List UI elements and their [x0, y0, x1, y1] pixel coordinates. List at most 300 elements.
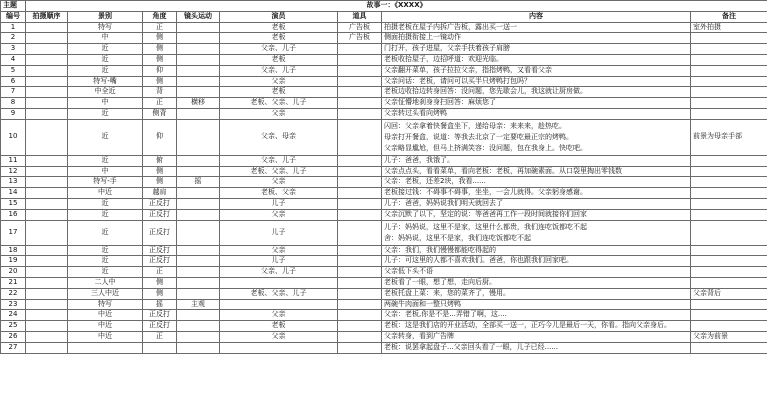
cell-prop	[338, 76, 382, 87]
cell-note: 父亲为前景	[691, 331, 767, 342]
cell-no: 8	[1, 98, 26, 109]
content-line: 父亲转身，看到广告牌	[384, 331, 454, 340]
cell-prop	[338, 277, 382, 288]
cell-order	[26, 166, 68, 177]
cell-angle: 侧	[143, 277, 177, 288]
cell-order	[26, 188, 68, 199]
cell-move	[177, 331, 220, 342]
cell-move	[177, 87, 220, 98]
header-prop: 道具	[338, 11, 382, 22]
cell-no: 1	[1, 22, 26, 33]
cell-shot: 近	[68, 108, 143, 119]
header-move: 镜头运动	[177, 11, 220, 22]
cell-note	[691, 310, 767, 321]
cell-shot: 近	[68, 245, 143, 256]
table-row	[1, 342, 767, 353]
cell-move	[177, 277, 220, 288]
content-line: 儿子：可这里的人都不喜欢我们。爸爸，你也跟我们回家吧。	[384, 256, 573, 265]
cell-actor: 老板	[220, 22, 338, 33]
content-line: 闪回：父亲拿着快餐盒坐下，递给母亲：来来来，趁热吃。	[384, 121, 566, 130]
cell-content	[382, 288, 691, 299]
cell-order	[26, 22, 68, 33]
sheet-title: 故事一：《XXXX》	[26, 1, 767, 12]
cell-actor: 老板、父亲、儿子	[220, 98, 338, 109]
cell-no: 23	[1, 299, 26, 310]
cell-prop	[338, 288, 382, 299]
cell-shot: 中近	[68, 310, 143, 321]
cell-move: 横移	[177, 98, 220, 109]
content-line: 两碗牛肉面和一整只烤鸭	[384, 299, 461, 308]
table-row	[1, 177, 767, 188]
cell-prop	[338, 87, 382, 98]
cell-order	[26, 65, 68, 76]
cell-angle: 侧	[143, 54, 177, 65]
cell-move	[177, 245, 220, 256]
cell-no: 18	[1, 245, 26, 256]
cell-shot: 近	[68, 267, 143, 278]
cell-actor: 老板、父亲	[220, 188, 338, 199]
cell-content	[382, 256, 691, 267]
cell-prop	[338, 98, 382, 109]
cell-no: 10	[1, 119, 26, 155]
cell-prop	[338, 256, 382, 267]
cell-order	[26, 331, 68, 342]
cell-shot: 近	[68, 44, 143, 55]
cell-angle: 正	[143, 98, 177, 109]
cell-angle: 越肩	[143, 188, 177, 199]
cell-move	[177, 267, 220, 278]
cell-no: 26	[1, 331, 26, 342]
cell-prop	[338, 155, 382, 166]
cell-actor: 老板	[220, 87, 338, 98]
header-order: 拍摄顺序	[26, 11, 68, 22]
content-line: 拍摄老板在屋子内拆广告板，露出买一送一	[384, 22, 517, 31]
cell-shot: 近	[68, 155, 143, 166]
cell-angle: 正反打	[143, 198, 177, 209]
cell-note: 室外拍摄	[691, 22, 767, 33]
cell-order	[26, 256, 68, 267]
cell-angle: 正反打	[143, 256, 177, 267]
cell-move	[177, 220, 220, 245]
table-row	[1, 119, 767, 155]
content-line: 儿子：妈妈说，这里不是家，这里什么都贵，我们连吃饭都吃不起	[384, 222, 587, 231]
content-line: 老板接过钱：不碍事不碍事，坐坐，一会儿就得。父亲躬身感谢。	[384, 188, 587, 197]
table-row	[1, 76, 767, 87]
content-line: 父亲低下头不语	[384, 267, 433, 276]
table-row	[1, 245, 767, 256]
cell-content	[382, 209, 691, 220]
cell-prop: 广告板	[338, 22, 382, 33]
cell-no: 27	[1, 342, 26, 353]
cell-angle: 正反打	[143, 321, 177, 332]
content-line: 老板边收拾边转身回答：没问题，您先歇会儿，我这就让厨房做。	[384, 87, 587, 96]
cell-angle: 正	[143, 22, 177, 33]
cell-note	[691, 65, 767, 76]
cell-shot: 近	[68, 198, 143, 209]
content-line: 父亲略显尴尬，但马上挤满笑容：没问题，包在我身上。快吃吧。	[384, 143, 587, 152]
cell-order	[26, 245, 68, 256]
cell-angle: 正反打	[143, 310, 177, 321]
cell-angle: 侧	[143, 33, 177, 44]
cell-prop	[338, 331, 382, 342]
cell-angle: 正反打	[143, 220, 177, 245]
cell-actor: 父亲、儿子	[220, 155, 338, 166]
cell-actor: 儿子	[220, 220, 338, 245]
cell-no: 5	[1, 65, 26, 76]
cell-note	[691, 166, 767, 177]
cell-no: 21	[1, 277, 26, 288]
cell-move	[177, 256, 220, 267]
cell-move	[177, 342, 220, 353]
cell-order	[26, 177, 68, 188]
cell-note: 前景为母亲手部	[691, 119, 767, 155]
cell-shot: 中	[68, 33, 143, 44]
table-row	[1, 277, 767, 288]
cell-note	[691, 299, 767, 310]
cell-order	[26, 119, 68, 155]
cell-angle: 侧	[143, 76, 177, 87]
cell-no: 11	[1, 155, 26, 166]
table-row	[1, 299, 767, 310]
table-row	[1, 166, 767, 177]
table-row	[1, 310, 767, 321]
cell-actor	[220, 277, 338, 288]
cell-shot	[68, 342, 143, 353]
cell-order	[26, 288, 68, 299]
cell-move	[177, 54, 220, 65]
table-row	[1, 198, 767, 209]
cell-note	[691, 87, 767, 98]
content-line: 父亲：我们，我们慢慢都能吃得起的	[384, 245, 496, 254]
cell-content	[382, 98, 691, 109]
cell-content	[382, 342, 691, 353]
cell-order	[26, 54, 68, 65]
cell-order	[26, 220, 68, 245]
cell-actor: 老板、父亲、儿子	[220, 166, 338, 177]
cell-actor: 父亲、儿子	[220, 65, 338, 76]
cell-move	[177, 155, 220, 166]
cell-move	[177, 108, 220, 119]
cell-move	[177, 166, 220, 177]
content-line: 父亲翻开菜单，孩子拉拉父亲，指指烤鸭，又看看父亲	[384, 65, 552, 74]
cell-prop	[338, 198, 382, 209]
cell-note	[691, 54, 767, 65]
cell-note	[691, 256, 767, 267]
cell-prop	[338, 321, 382, 332]
cell-content	[382, 299, 691, 310]
title-row	[1, 1, 767, 12]
cell-actor: 父亲	[220, 108, 338, 119]
cell-actor	[220, 299, 338, 310]
cell-order	[26, 342, 68, 353]
cell-shot: 近	[68, 209, 143, 220]
cell-note	[691, 245, 767, 256]
cell-prop	[338, 119, 382, 155]
cell-angle: 侧背	[143, 108, 177, 119]
cell-angle: 侧	[143, 177, 177, 188]
content-line: 父亲：老板，还差2块，我看......	[384, 177, 486, 186]
cell-move	[177, 119, 220, 155]
cell-order	[26, 76, 68, 87]
cell-note	[691, 209, 767, 220]
cell-actor: 父亲	[220, 209, 338, 220]
cell-content	[382, 54, 691, 65]
cell-shot: 近	[68, 54, 143, 65]
cell-shot: 特写	[68, 22, 143, 33]
cell-note	[691, 76, 767, 87]
cell-move	[177, 310, 220, 321]
cell-content	[382, 331, 691, 342]
table-row	[1, 22, 767, 33]
cell-actor: 父亲	[220, 245, 338, 256]
cell-shot: 特写-手	[68, 177, 143, 188]
cell-move	[177, 198, 220, 209]
cell-angle: 正	[143, 267, 177, 278]
cell-content	[382, 220, 691, 245]
cell-content	[382, 277, 691, 288]
cell-shot: 近	[68, 119, 143, 155]
cell-prop	[338, 177, 382, 188]
content-line: 父亲点点头，看看菜单，看向老板：老板，再加碗素面。从口袋里掏出零钱数	[384, 166, 622, 175]
cell-move	[177, 321, 220, 332]
cell-content	[382, 65, 691, 76]
cell-prop	[338, 209, 382, 220]
content-line: 母亲打开餐盒，说道：等我去北京了一定要吃最正宗的烤鸭。	[384, 132, 573, 141]
cell-prop	[338, 108, 382, 119]
cell-actor	[220, 342, 338, 353]
cell-shot: 中	[68, 166, 143, 177]
cell-note	[691, 267, 767, 278]
cell-no: 12	[1, 166, 26, 177]
content-line: 父亲：老板,你是不是...弄错了啊，这....	[384, 310, 507, 319]
header-content: 内容	[382, 11, 691, 22]
cell-shot: 中近	[68, 321, 143, 332]
cell-move	[177, 188, 220, 199]
cell-content	[382, 76, 691, 87]
cell-content	[382, 22, 691, 33]
cell-prop	[338, 188, 382, 199]
cell-angle	[143, 342, 177, 353]
cell-no: 13	[1, 177, 26, 188]
table-row	[1, 220, 767, 245]
cell-order	[26, 44, 68, 55]
cell-content	[382, 166, 691, 177]
cell-angle: 背	[143, 87, 177, 98]
cell-order	[26, 277, 68, 288]
cell-actor: 父亲	[220, 331, 338, 342]
cell-angle: 仰	[143, 65, 177, 76]
header-no: 编号	[1, 11, 26, 22]
cell-actor: 父亲	[220, 76, 338, 87]
content-line: 父亲问话：老板，请问可以买半只烤鸭打包吗？	[384, 76, 531, 85]
cell-actor: 父亲	[220, 177, 338, 188]
content-line: 父亲沉默了以下，坚定的说：等爸爸再工作一段时间就接你们回家	[384, 209, 587, 218]
table-row	[1, 44, 767, 55]
cell-angle: 侧	[143, 288, 177, 299]
table-row	[1, 188, 767, 199]
table-row	[1, 108, 767, 119]
cell-shot: 中近	[68, 188, 143, 199]
table-row	[1, 209, 767, 220]
cell-no: 25	[1, 321, 26, 332]
table-row	[1, 331, 767, 342]
table-row	[1, 98, 767, 109]
header-row	[1, 11, 767, 22]
header-angle: 角度	[143, 11, 177, 22]
cell-actor: 儿子	[220, 256, 338, 267]
cell-no: 17	[1, 220, 26, 245]
cell-content	[382, 198, 691, 209]
cell-order	[26, 310, 68, 321]
cell-angle: 侧	[143, 166, 177, 177]
cell-content	[382, 119, 691, 155]
content-line: 父亲怔懵地刹身身扫回答：麻烦您了	[384, 98, 496, 107]
cell-content	[382, 188, 691, 199]
cell-content	[382, 87, 691, 98]
cell-no: 6	[1, 76, 26, 87]
cell-actor: 儿子	[220, 198, 338, 209]
cell-no: 16	[1, 209, 26, 220]
cell-move: 摇	[177, 177, 220, 188]
cell-shot: 中近	[68, 331, 143, 342]
cell-no: 19	[1, 256, 26, 267]
cell-actor: 老板	[220, 54, 338, 65]
cell-no: 15	[1, 198, 26, 209]
cell-move	[177, 44, 220, 55]
cell-note: 父亲背后	[691, 288, 767, 299]
cell-note	[691, 277, 767, 288]
cell-content	[382, 108, 691, 119]
cell-content	[382, 267, 691, 278]
cell-note	[691, 177, 767, 188]
table-row	[1, 65, 767, 76]
cell-no: 9	[1, 108, 26, 119]
cell-content	[382, 177, 691, 188]
cell-no: 7	[1, 87, 26, 98]
cell-angle: 正反打	[143, 245, 177, 256]
cell-prop	[338, 267, 382, 278]
content-line: 舍：妈妈说，这里不是家，我们连吃饭都吃不起	[384, 233, 531, 242]
cell-content	[382, 321, 691, 332]
cell-note	[691, 342, 767, 353]
cell-shot: 三人中近	[68, 288, 143, 299]
cell-no: 3	[1, 44, 26, 55]
table-row	[1, 288, 767, 299]
cell-note	[691, 198, 767, 209]
cell-content	[382, 155, 691, 166]
content-line: 老板托盘上菜：来，您的菜齐了，慢用。	[384, 288, 510, 297]
cell-no: 24	[1, 310, 26, 321]
cell-no: 2	[1, 33, 26, 44]
cell-note	[691, 188, 767, 199]
content-line: 儿子：爸爸，我饿了。	[384, 155, 454, 164]
header-note: 备注	[691, 11, 767, 22]
cell-note	[691, 220, 767, 245]
cell-prop	[338, 310, 382, 321]
content-line: 门打开，孩子进屋，父亲手扶着孩子肩膀	[384, 44, 510, 53]
cell-prop	[338, 299, 382, 310]
cell-shot: 近	[68, 220, 143, 245]
cell-no: 14	[1, 188, 26, 199]
cell-no: 20	[1, 267, 26, 278]
content-line: 老板：这是我们店的开业活动，全部买一送一，正巧今儿是最后一天，你看。指向父亲身后。	[384, 321, 671, 330]
cell-angle: 俯	[143, 155, 177, 166]
cell-order	[26, 108, 68, 119]
cell-prop	[338, 342, 382, 353]
cell-order	[26, 198, 68, 209]
cell-content	[382, 44, 691, 55]
cell-move	[177, 76, 220, 87]
table-row	[1, 54, 767, 65]
corner-label: 主题	[1, 1, 26, 12]
cell-prop	[338, 166, 382, 177]
cell-actor: 父亲、儿子	[220, 267, 338, 278]
cell-content	[382, 33, 691, 44]
cell-shot: 近	[68, 65, 143, 76]
cell-actor: 父亲	[220, 310, 338, 321]
table-row	[1, 267, 767, 278]
cell-order	[26, 267, 68, 278]
cell-move	[177, 65, 220, 76]
cell-prop	[338, 44, 382, 55]
cell-order	[26, 321, 68, 332]
cell-actor: 老板	[220, 321, 338, 332]
header-actor: 演员	[220, 11, 338, 22]
cell-content	[382, 245, 691, 256]
cell-angle: 正反打	[143, 209, 177, 220]
cell-note	[691, 321, 767, 332]
cell-actor: 老板	[220, 33, 338, 44]
cell-shot: 特写-嘴	[68, 76, 143, 87]
cell-actor: 父亲、儿子	[220, 44, 338, 55]
table-row	[1, 87, 767, 98]
cell-shot: 近	[68, 256, 143, 267]
cell-note	[691, 98, 767, 109]
cell-prop	[338, 245, 382, 256]
cell-angle: 摇	[143, 299, 177, 310]
table-row	[1, 155, 767, 166]
cell-order	[26, 33, 68, 44]
cell-angle: 侧	[143, 44, 177, 55]
cell-shot: 中	[68, 98, 143, 109]
cell-move: 主观	[177, 299, 220, 310]
content-line: 老板收拾屋子，边招呼道：欢迎光临。	[384, 54, 503, 63]
cell-prop: 广告板	[338, 33, 382, 44]
table-row	[1, 321, 767, 332]
cell-move	[177, 209, 220, 220]
cell-actor: 父亲、母亲	[220, 119, 338, 155]
cell-move	[177, 33, 220, 44]
cell-move	[177, 288, 220, 299]
cell-shot: 中全近	[68, 87, 143, 98]
cell-actor: 老板、父亲、儿子	[220, 288, 338, 299]
content-line: 老板：说罢拿起盘子...父亲回头看了一眼，儿子已经......	[384, 342, 559, 351]
cell-order	[26, 155, 68, 166]
cell-prop	[338, 54, 382, 65]
table-row	[1, 256, 767, 267]
cell-angle: 仰	[143, 119, 177, 155]
cell-note	[691, 155, 767, 166]
cell-angle: 正	[143, 331, 177, 342]
content-line: 老板看了一眼，想了想，走向后厨。	[384, 277, 496, 286]
content-line: 儿子：爸爸，妈妈说我们明天就回去了	[384, 198, 503, 207]
cell-no: 22	[1, 288, 26, 299]
cell-shot: 特写	[68, 299, 143, 310]
cell-note	[691, 108, 767, 119]
cell-order	[26, 98, 68, 109]
cell-order	[26, 209, 68, 220]
cell-content	[382, 310, 691, 321]
